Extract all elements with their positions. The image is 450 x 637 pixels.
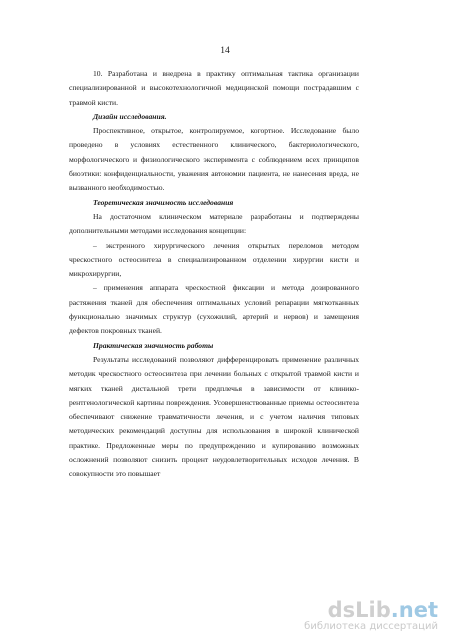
dslib-watermark bbox=[304, 599, 438, 633]
watermark-subtitle: библиотека диссертаций bbox=[304, 621, 438, 632]
paragraph-concept-fixation-apparatus: – применения аппарата чрескостной фиксации и метода дозированного растяжения тканей для обеспечения оптимальных условий репарации мягкотканных функционально значимых структур (сухожилий, артерий и нервов) и замещения дефектов покровных тканей. bbox=[69, 283, 359, 336]
paragraph-result-10: 10. Разработана и внедрена в практику оптимальная тактика организации специализированной и высокотехнологичной медицинской помощи пострадавшим с травмой кисти. bbox=[69, 69, 359, 107]
paragraph-practical-significance: Результаты исследований позволяют дифференцировать применение различных методик чрескостного остеосинтеза при лечении больных с открытой травмой кисти и мягких тканей дистальной трети предплечья в зависимости от клинико-рентгенологической картины повреждения. Усовершенствованные приемы остеосинтеза обеспечивают снижение травматичности лечения, и с учетом наличия типовых методических рекомендаций доступны для использования в широкой клинической практике. Предложенные меры по предупреждению и купированию возможных осложнений позволяют снизить процент неудовлетворительных исходов лечения. В совокупности это повышает bbox=[69, 354, 359, 479]
heading-practical-significance: Практическая значимость работы bbox=[93, 340, 214, 350]
heading-study-design: Дизайн исследования. bbox=[93, 111, 167, 121]
watermark-logo-ext: .net bbox=[390, 598, 438, 622]
document-body bbox=[69, 67, 359, 482]
paragraph-study-design: Проспективное, открытое, контролируемое, когортное. Исследование было проведено в условиях естественного клинического, бактериологического, морфологического и физиологического эксперимента с соблюдением всех принципов биоэтики: конфиденциальности, уважения автономии пациента, не нанесения вреда, не вызванного необходимостью. bbox=[69, 126, 359, 193]
paragraph-theoretical-intro: На достаточном клиническом материале разработаны и подтверждены дополнительными методами исследования концепции: bbox=[69, 211, 359, 236]
watermark-logo bbox=[304, 599, 438, 621]
watermark-logo-main: dsLib bbox=[327, 598, 391, 622]
heading-theoretical-significance: Теоретическая значимость исследования bbox=[93, 197, 234, 207]
paragraph-concept-emergency-surgery: – экстренного хирургического лечения открытых переломов методом чрескостного остеосинтеза в специализированном отделении хирургии кисти и микрохирургии, bbox=[69, 240, 359, 279]
page-number: 14 bbox=[220, 46, 230, 56]
